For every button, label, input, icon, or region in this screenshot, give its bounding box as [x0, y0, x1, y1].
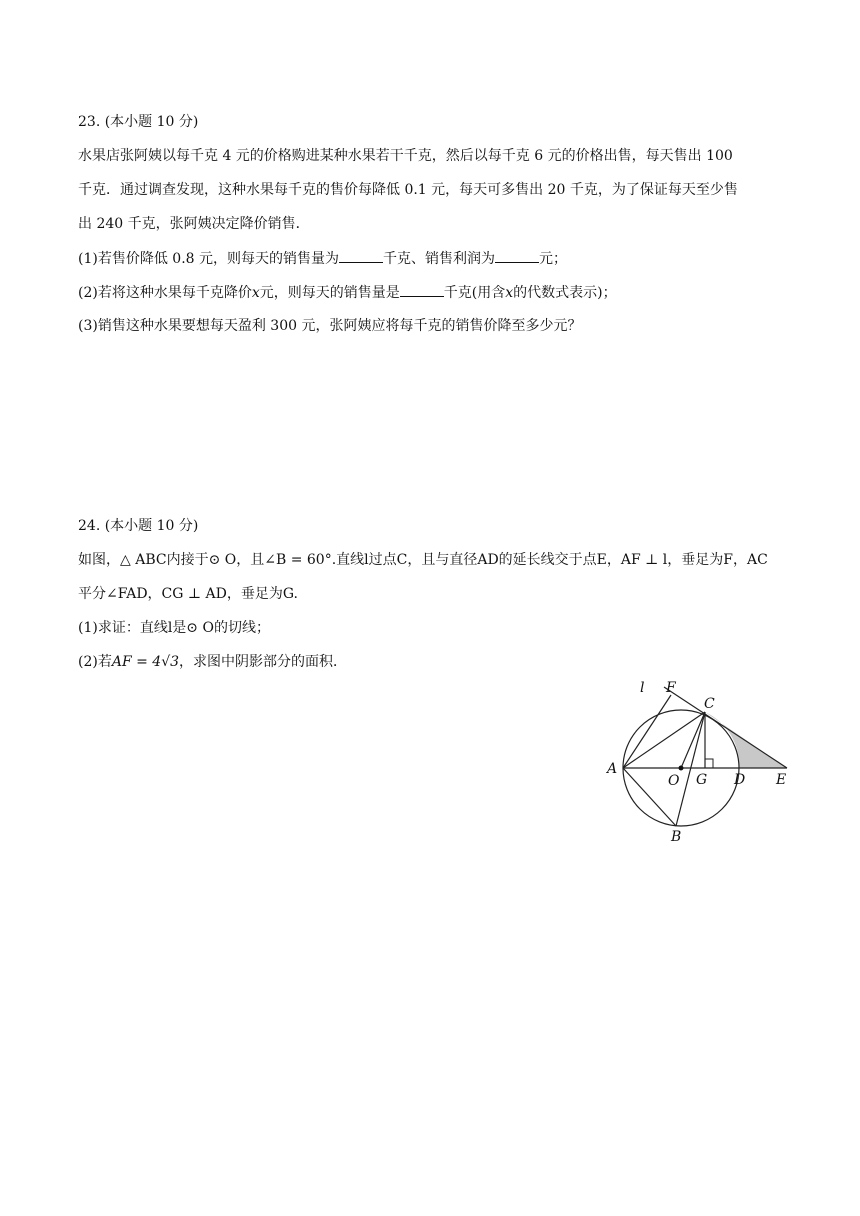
answer-blank[interactable] — [339, 248, 383, 263]
q24-heading: 24. (本小题 10 分) — [78, 518, 199, 534]
q24-part-2 — [78, 652, 798, 672]
q23-part-2-text-a: (2)若将这种水果每千克降价 — [78, 285, 252, 301]
label-l: l — [640, 680, 645, 696]
label-f: F — [666, 680, 676, 696]
q23-part-2 — [78, 282, 798, 303]
geometry-figure — [600, 675, 800, 850]
q23-paragraph-line-1: 水果店张阿姨以每千克 4 元的价格购进某种水果若干千克，然后以每千克 6 元的价格出售，每天售出 100 — [78, 148, 733, 164]
center-dot — [679, 766, 684, 771]
q24-part-2-text-b: ，求图中阴影部分的面积． — [179, 654, 348, 670]
q23-part-1-text-a: (1)若售价降低 0.8 元，则每天的销售量为 — [78, 251, 339, 267]
q23-paragraph-line-2: 千克．通过调查发现，这种水果每千克的售价每降低 0.1 元，每天可多售出 20 千克，为了保证每天至少售 — [78, 182, 738, 198]
q24-part-2-expression: AF = 4√3 — [111, 654, 180, 670]
q23-part-1 — [78, 248, 798, 269]
label-g: G — [696, 772, 708, 788]
variable-x: x — [251, 285, 260, 301]
q23-part-1-text-b: 千克、销售利润为 — [383, 251, 495, 267]
q24-part-1: (1)求证：直线l是⊙ O的切线； — [78, 620, 270, 636]
q23-part-2-text-b: 元，则每天的销售量是 — [259, 285, 400, 301]
q23-part-3: (3)销售这种水果要想每天盈利 300 元，张阿姨应将每千克的销售价降至多少元？ — [78, 318, 582, 334]
answer-blank[interactable] — [495, 248, 539, 263]
label-a: A — [607, 761, 618, 777]
answer-blank[interactable] — [400, 282, 444, 297]
q24-part-2-text-a: (2)若 — [78, 654, 112, 670]
label-b: B — [671, 829, 682, 845]
q23-part-2-text-d: 的代数式表示)； — [513, 285, 617, 301]
right-angle-mark — [705, 759, 713, 768]
q24-paragraph-line-2: 平分∠FAD，CG ⊥ AD，垂足为G. — [78, 586, 298, 602]
variable-x: x — [505, 285, 514, 301]
q23-part-2-text-c: 千克(用含 — [443, 285, 506, 301]
q24-paragraph-line-1: 如图，△ ABC内接于⊙ O，且∠B = 60°.直线l过点C，且与直径AD的延长线交于点E，AF ⊥ l，垂足为F，AC — [78, 552, 768, 568]
label-c: C — [704, 696, 715, 712]
q23-part-1-text-c: 元； — [539, 251, 567, 267]
label-o: O — [668, 773, 680, 789]
q23-paragraph-line-3: 出 240 千克，张阿姨决定降价销售． — [78, 216, 310, 232]
q23-heading: 23. (本小题 10 分) — [78, 114, 199, 130]
label-d: D — [734, 772, 746, 788]
segment-af — [623, 695, 671, 768]
label-e: E — [776, 772, 787, 788]
